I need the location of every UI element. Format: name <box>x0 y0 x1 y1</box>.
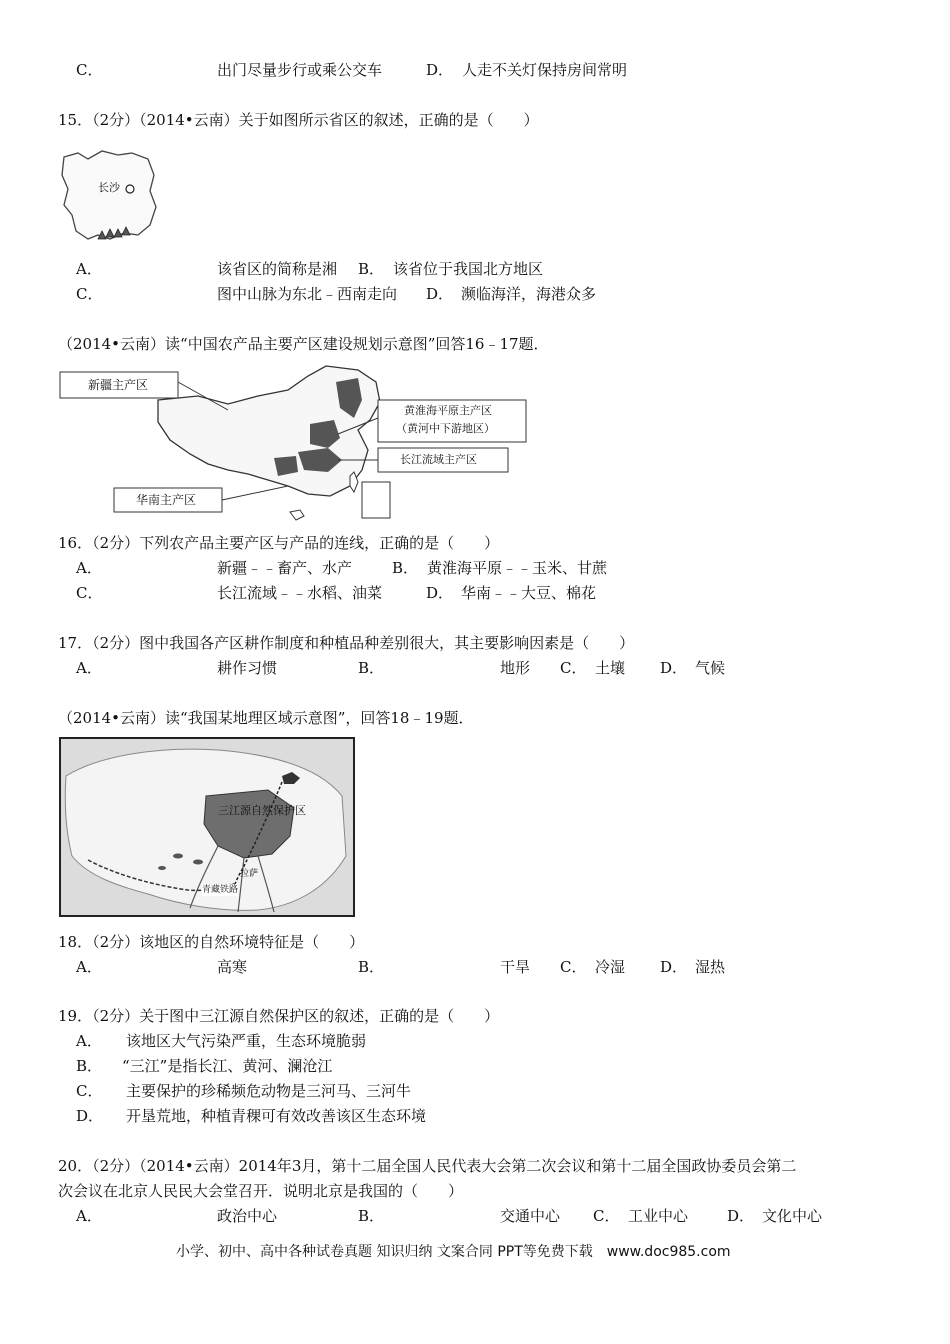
label-xinjiang: 新疆主产区 <box>88 378 149 392</box>
q17-option-d-letter: D． <box>660 659 688 677</box>
q14-option-d-text: 人走不关灯保持房间常明 <box>462 61 628 79</box>
q17-option-c-text: 土壤 <box>595 659 626 677</box>
q18-option-b-letter: B． <box>358 958 385 976</box>
q15-option-c-letter: C． <box>76 285 103 303</box>
q20-option-b-letter: B． <box>358 1207 385 1225</box>
changsha-dot <box>126 185 134 193</box>
hunan-map-svg <box>58 145 168 245</box>
q20-stem-line1: 20．（2分）（2014•云南）2014年3月，第十二届全国人民代表大会第二次会议和第十二届全国政协委员会第二 <box>58 1157 797 1175</box>
q19-option-a-text: 该地区大气污染严重，生态环境脆弱 <box>126 1032 367 1050</box>
qinghai-tibet-map <box>58 736 356 918</box>
q15-option-c-text: 图中山脉为东北﹣西南走向 <box>217 285 398 303</box>
q20-option-a-letter: A． <box>76 1207 102 1225</box>
q15-stem: 15．（2分）（2014•云南）关于如图所示省区的叙述，正确的是（ ） <box>58 111 539 129</box>
q20-option-c-letter: C． <box>593 1207 620 1225</box>
q19-stem: 19．（2分）关于图中三江源自然保护区的叙述，正确的是（ ） <box>58 1007 500 1025</box>
leader-huanan <box>222 486 288 500</box>
q17-option-c-letter: C． <box>560 659 587 677</box>
q15-option-b-letter: B． <box>358 260 385 278</box>
q16-option-c-letter: C． <box>76 584 103 602</box>
q19-option-d-letter: D． <box>76 1107 104 1125</box>
q16-option-b-text: 黄淮海平原﹣﹣玉米、甘蔗 <box>427 559 608 577</box>
q16-option-d-letter: D． <box>426 584 454 602</box>
q16-option-a-letter: A． <box>76 559 102 577</box>
china-agriculture-map <box>58 360 538 528</box>
q17-option-b-letter: B． <box>358 659 385 677</box>
label-huanghuai-2: （黄河中下游地区） <box>396 422 495 435</box>
hunan-map-figure <box>58 145 168 245</box>
q18-option-b-text: 干旱 <box>500 958 531 976</box>
q17-option-a-text: 耕作习惯 <box>217 659 278 677</box>
q18-option-d-text: 湿热 <box>695 958 726 976</box>
q18-option-c-letter: C． <box>560 958 587 976</box>
q17-option-d-text: 气候 <box>695 659 726 677</box>
q20-option-c-text: 工业中心 <box>628 1207 689 1225</box>
label-huanan: 华南主产区 <box>136 493 197 507</box>
changsha-label: 长沙 <box>98 181 120 194</box>
q19-option-d-text: 开垦荒地，种植青稞可有效改善该区生态环境 <box>126 1107 427 1125</box>
page-footer: 小学、初中、高中各种试卷真题 知识归纳 文案合同 PPT等免费下载 www.doc985.com <box>176 1244 731 1260</box>
q19-option-c-text: 主要保护的珍稀频危动物是三河马、三河牛 <box>126 1082 412 1100</box>
q18-option-d-letter: D． <box>660 958 688 976</box>
q20-option-d-text: 文化中心 <box>762 1207 823 1225</box>
south-sea-inset <box>362 482 390 518</box>
label-huanghuai-1: 黄淮海平原主产区 <box>404 404 492 417</box>
q16-option-d-text: 华南﹣﹣大豆、棉花 <box>461 584 597 602</box>
q18-option-a-letter: A． <box>76 958 102 976</box>
q20-option-d-letter: D． <box>727 1207 755 1225</box>
q18-option-a-text: 高寒 <box>217 958 248 976</box>
label-lhasa: 拉萨 <box>240 869 259 879</box>
q15-option-d-text: 濒临海洋，海港众多 <box>461 285 597 303</box>
q19-option-b-text: “三江”是指长江、黄河、澜沧江 <box>122 1057 333 1075</box>
intro-16-17: （2014•云南）读“中国农产品主要产区建设规划示意图”回答16﹣17题． <box>58 335 549 353</box>
q17-stem: 17．（2分）图中我国各产区耕作制度和种植品种差别很大，其主要影响因素是（ ） <box>58 634 635 652</box>
q18-option-c-text: 冷湿 <box>595 958 626 976</box>
label-railway: 青藏铁路 <box>202 885 239 895</box>
q15-option-a-letter: A． <box>76 260 102 278</box>
q14-option-c-text: 出门尽量步行或乘公交车 <box>217 61 383 79</box>
q19-option-b-letter: B． <box>76 1057 103 1075</box>
q16-option-c-text: 长江流域﹣﹣水稻、油菜 <box>217 584 383 602</box>
hainan-island <box>290 510 304 520</box>
q19-option-a-letter: A． <box>76 1032 102 1050</box>
q19-option-c-letter: C． <box>76 1082 103 1100</box>
q14-option-d-letter: D． <box>426 61 454 79</box>
q16-option-b-letter: B． <box>392 559 419 577</box>
intro-18-19: （2014•云南）读“我国某地理区域示意图”，回答18﹣19题． <box>58 709 474 727</box>
q20-option-a-text: 政治中心 <box>217 1207 278 1225</box>
province-outline <box>62 151 156 239</box>
q18-stem: 18．（2分）该地区的自然环境特征是（ ） <box>58 933 365 951</box>
label-changjiang: 长江流域主产区 <box>400 453 477 466</box>
q17-option-a-letter: A． <box>76 659 102 677</box>
label-sanjiangyuan: 三江源自然保护区 <box>218 804 306 817</box>
q17-option-b-text: 地形 <box>500 659 531 677</box>
q15-option-a-text: 该省区的简称是湘 <box>217 260 338 278</box>
q20-stem-line2: 次会议在北京人民民大会堂召开．说明北京是我国的（ ） <box>58 1182 464 1200</box>
q20-option-b-text: 交通中心 <box>500 1207 561 1225</box>
q15-option-b-text: 该省位于我国北方地区 <box>393 260 544 278</box>
q15-option-d-letter: D． <box>426 285 454 303</box>
q14-option-c-letter: C． <box>76 61 103 79</box>
q16-option-a-text: 新疆﹣﹣畜产、水产 <box>217 559 353 577</box>
q16-stem: 16．（2分）下列农产品主要产区与产品的连线，正确的是（ ） <box>58 534 500 552</box>
